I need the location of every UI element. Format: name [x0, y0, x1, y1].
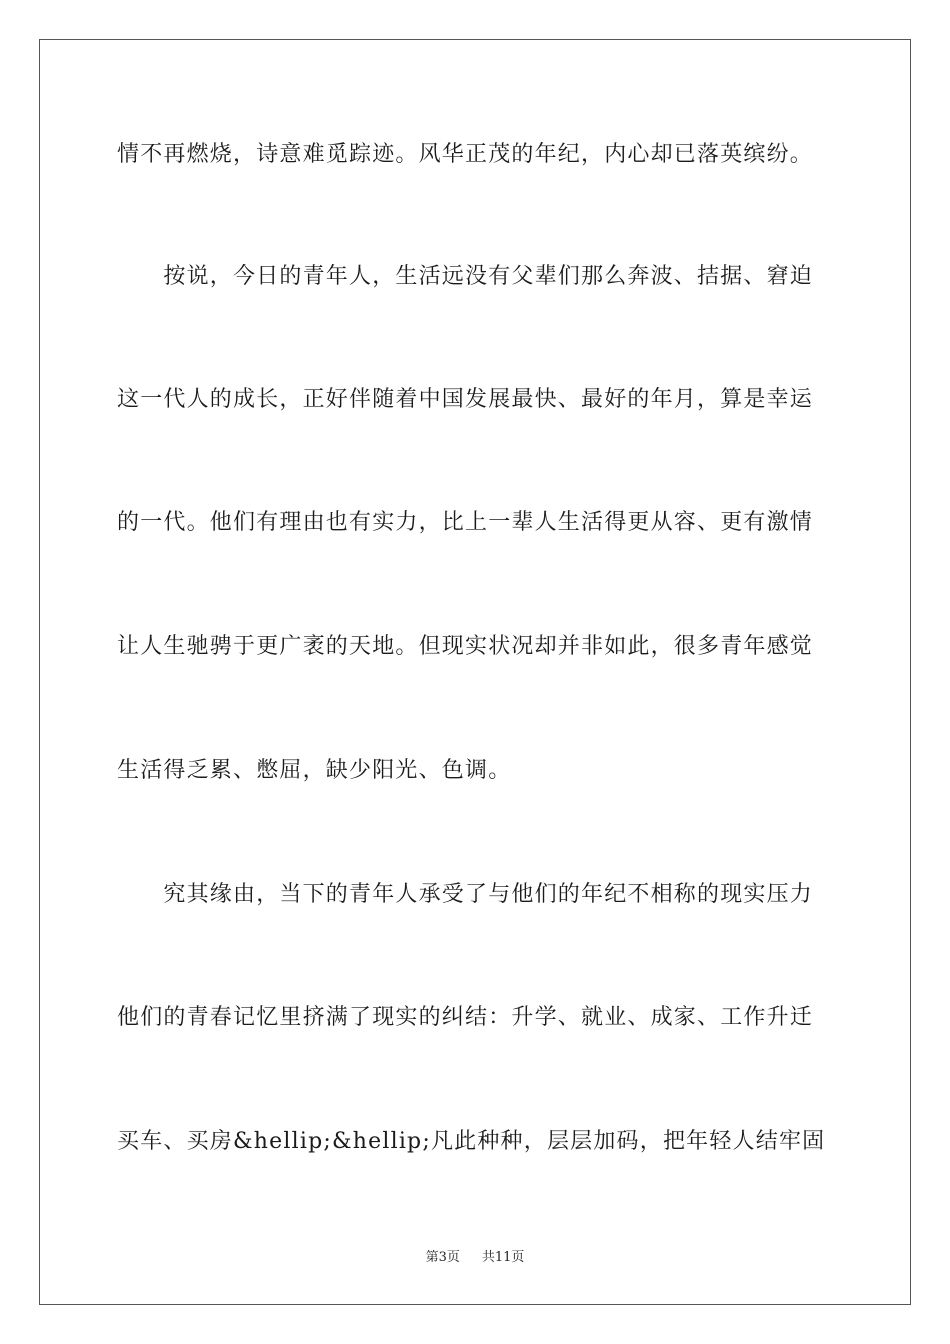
text-line: 的一代。他们有理由也有实力，比上一辈人生活得更从容、更有激情	[117, 510, 814, 535]
page-total: 共11页	[481, 1250, 525, 1265]
text-line: 他们的青春记忆里挤满了现实的纠结：升学、就业、成家、工作升迁	[117, 1005, 814, 1030]
text-line: 究其缘由，当下的青年人承受了与他们的年纪不相称的现实压力	[117, 882, 814, 907]
text-line: 买车、买房&hellip;&hellip;凡此种种，层层加码，把年轻人结牢固	[117, 1129, 826, 1154]
text-line: 情不再燃烧，诗意难觅踪迹。风华正茂的年纪，内心却已落英缤纷。	[117, 142, 814, 167]
text-line: 按说，今日的青年人，生活远没有父辈们那么奔波、拮据、窘迫	[117, 264, 814, 289]
page-border	[39, 39, 911, 1305]
page-number: 第3页	[425, 1250, 460, 1265]
text-line: 生活得乏累、憋屈，缺少阳光、色调。	[117, 758, 512, 783]
page-footer	[0, 1246, 950, 1265]
text-line: 这一代人的成长，正好伴随着中国发展最快、最好的年月，算是幸运	[117, 387, 814, 412]
text-line: 让人生驰骋于更广袤的天地。但现实状况却并非如此，很多青年感觉	[117, 634, 814, 659]
